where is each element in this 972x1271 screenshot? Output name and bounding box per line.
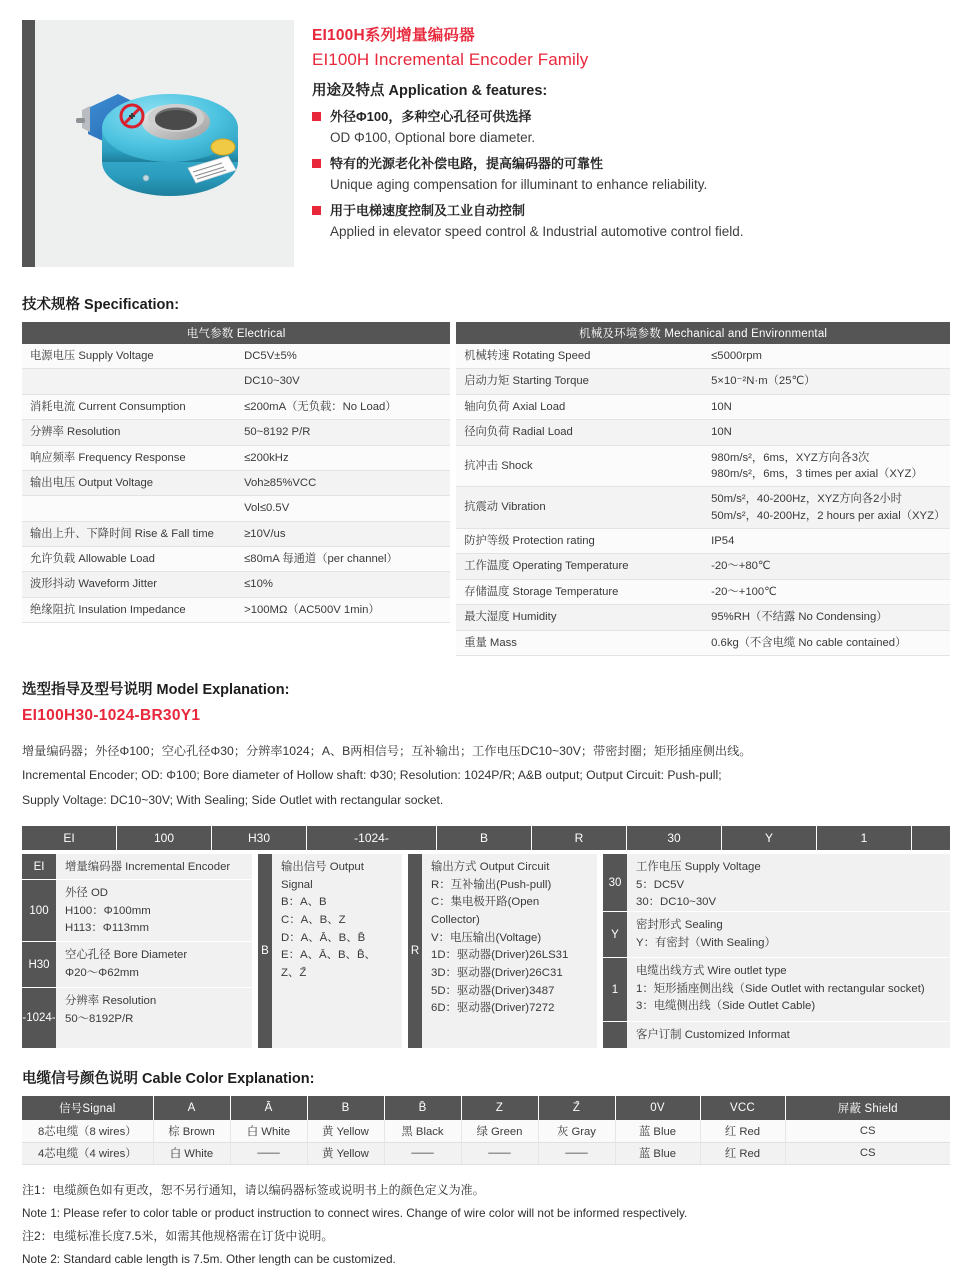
model-desc-en-1: Incremental Encoder; OD: Φ100; Bore diameter of Hollow shaft: Φ30; Resolution: 1024P/R; A&B output; Output Circuit: Push-pull; <box>22 768 722 783</box>
hollow-shaft-rotary-encoder-photo <box>60 64 270 224</box>
table-row <box>22 572 450 597</box>
spec-label: 波形抖动 Waveform Jitter <box>22 572 236 597</box>
cable-color-cell: —— <box>230 1142 307 1164</box>
datasheet-page <box>0 20 972 1267</box>
code-segment: EI <box>22 826 117 850</box>
feature-cn-line: 用于电梯速度控制及工业自动控制 <box>312 202 950 221</box>
code-segment: Y <box>722 826 817 850</box>
model-option-line: 50～8192P/R <box>65 1012 134 1025</box>
model-group <box>603 854 950 1049</box>
model-option-line: H100：Φ100mm <box>65 904 151 917</box>
cable-column-header: VCC <box>700 1096 785 1120</box>
model-key-cell: R <box>408 854 422 1049</box>
model-option-title: 客户订制 Customized Informat <box>636 1029 790 1042</box>
model-description <box>22 739 950 812</box>
cable-color-cell: CS <box>785 1120 950 1142</box>
model-desc-en-2: Supply Voltage: DC10~30V; With Sealing; Side Outlet with rectangular socket. <box>22 792 444 807</box>
feature-item <box>312 155 950 195</box>
spec-label <box>22 369 236 394</box>
model-key-cell: H30 <box>22 942 56 988</box>
footer-notes <box>22 1179 950 1271</box>
table-row <box>22 597 450 622</box>
table-row <box>456 579 950 604</box>
spec-value: -20～+80℃ <box>703 554 950 579</box>
table-row <box>22 445 450 470</box>
application-heading: 用途及特点 Application & features: <box>312 82 548 99</box>
table-row <box>22 1142 950 1164</box>
spec-value: Voh≥85%VCC <box>236 470 450 495</box>
spec-label: 电源电压 Supply Voltage <box>22 344 236 369</box>
model-option-line: 3：电缆侧出线（Side Outlet Cable) <box>636 1000 816 1013</box>
spec-value: Vol≤0.5V <box>236 496 450 521</box>
cable-color-heading: 电缆信号颜色说明 Cable Color Explanation: <box>22 1071 315 1088</box>
spec-label: 启动力矩 Starting Torque <box>456 369 703 394</box>
table-row <box>456 605 950 630</box>
table-row <box>22 420 450 445</box>
cable-column-header: A <box>153 1096 230 1120</box>
model-explanation-heading: 选型指导及型号说明 Model Explanation: <box>22 681 290 698</box>
spec-value: -20～+100℃ <box>703 579 950 604</box>
code-segment: H30 <box>212 826 307 850</box>
model-option-group <box>56 942 252 988</box>
table-row <box>456 369 950 394</box>
model-key-cell: Y <box>603 912 627 958</box>
feature-cn-line: 外径Φ100，多种空心孔径可供选择 <box>312 108 950 127</box>
electrical-spec-table <box>22 322 450 623</box>
code-segment: B <box>437 826 532 850</box>
cable-color-cell: 红 Red <box>700 1142 785 1164</box>
spec-label: 抗震动 Vibration <box>456 487 703 529</box>
model-option-title: 空心孔径 Bore Diameter <box>65 949 188 962</box>
model-option-group <box>627 912 950 958</box>
spec-label: 径向负荷 Radial Load <box>456 420 703 445</box>
table-row <box>456 529 950 554</box>
spec-label: 最大湿度 Humidity <box>456 605 703 630</box>
note-line: Note 2: Standard cable length is 7.5m. Other length can be customized. <box>22 1252 396 1267</box>
model-option-title: 工作电压 Supply Voltage <box>636 861 761 874</box>
model-key-cell: -1024- <box>22 988 56 1049</box>
cable-color-cell: —— <box>461 1142 538 1164</box>
product-title-en: EI100H Incremental Encoder Family <box>312 50 589 70</box>
spec-value: 980m/s²，6ms，XYZ方向各3次 980m/s²，6ms，3 times per axial（XYZ） <box>703 445 950 487</box>
cable-color-table <box>22 1096 950 1165</box>
table-row <box>456 487 950 529</box>
table-row <box>456 394 950 419</box>
hero-text-panel <box>294 20 950 267</box>
model-option-group <box>272 854 402 1049</box>
spec-value: IP54 <box>703 529 950 554</box>
mechanical-header: 机械及环境参数 Mechanical and Environmental <box>456 322 950 344</box>
model-code-example: EI100H30-1024-BR30Y1 <box>22 706 201 724</box>
model-option-group <box>56 880 252 942</box>
cable-color-cell: 蓝 Blue <box>615 1120 700 1142</box>
square-bullet-icon <box>312 206 321 215</box>
spec-label: 输出电压 Output Voltage <box>22 470 236 495</box>
model-option-group <box>627 1022 950 1049</box>
model-body-column <box>422 854 597 1049</box>
spec-label: 存储温度 Storage Temperature <box>456 579 703 604</box>
spec-value: ≤200kHz <box>236 445 450 470</box>
model-option-title: 输出方式 Output Circuit <box>431 861 550 874</box>
code-segment: R <box>532 826 627 850</box>
code-segment: 100 <box>117 826 212 850</box>
mechanical-spec-table <box>456 322 950 656</box>
feature-cn-line: 特有的光源老化补偿电路，提高编码器的可靠性 <box>312 155 950 174</box>
product-image-panel <box>22 20 294 267</box>
feature-en-line: Unique aging compensation for illuminant to enhance reliability. <box>330 176 708 192</box>
model-option-line: 6D：驱动器(Driver)7272 <box>431 1002 555 1015</box>
spec-value: 95%RH（不结露 No Condensing） <box>703 605 950 630</box>
spec-value: ≤10% <box>236 572 450 597</box>
code-segment: 1 <box>817 826 912 850</box>
cable-color-cell: 蓝 Blue <box>615 1142 700 1164</box>
spec-value: >100MΩ（AC500V 1min） <box>236 597 450 622</box>
model-option-title: 电缆出线方式 Wire outlet type <box>636 965 787 978</box>
model-option-line: E：A、Ā、B、B̄、Z、Z̄ <box>281 949 376 980</box>
model-key-cell <box>603 1022 627 1049</box>
cable-color-cell: 黄 Yellow <box>307 1142 384 1164</box>
model-key-cell: 100 <box>22 880 56 942</box>
cable-color-cell: 红 Red <box>700 1120 785 1142</box>
feature-en-line: OD Φ100, Optional bore diameter. <box>330 129 536 145</box>
model-option-group <box>627 958 950 1022</box>
model-option-title: 密封形式 Sealing <box>636 919 723 932</box>
model-key-column <box>603 854 627 1049</box>
spec-label: 允许负载 Allowable Load <box>22 547 236 572</box>
model-option-line: C：A、B、Z <box>281 914 346 927</box>
spec-label: 抗冲击 Shock <box>456 445 703 487</box>
spec-label: 重量 Mass <box>456 630 703 655</box>
model-group <box>258 854 402 1049</box>
cable-color-cell: 黑 Black <box>384 1120 461 1142</box>
table-row <box>456 420 950 445</box>
cable-color-cell: 棕 Brown <box>153 1120 230 1142</box>
table-row <box>22 344 450 369</box>
model-key-cell: 30 <box>603 854 627 912</box>
cable-column-header: Z̄ <box>538 1096 615 1120</box>
model-option-title: 输出信号 Output Signal <box>281 861 364 891</box>
table-row <box>22 369 450 394</box>
model-option-line: 5D：驱动器(Driver)3487 <box>431 984 555 997</box>
cable-color-cell: 白 White <box>230 1120 307 1142</box>
cable-column-header: 0V <box>615 1096 700 1120</box>
model-option-line: Y：有密封（With Sealing） <box>636 936 776 949</box>
cable-column-header: 屏蔽 Shield <box>785 1096 950 1120</box>
model-key-column <box>408 854 422 1049</box>
model-option-group <box>627 854 950 912</box>
cable-row-label: 8芯电缆（8 wires） <box>22 1120 153 1142</box>
square-bullet-icon <box>312 159 321 168</box>
spec-label: 分辨率 Resolution <box>22 420 236 445</box>
model-option-line: 1D：驱动器(Driver)26LS31 <box>431 949 569 962</box>
model-option-group <box>56 988 252 1049</box>
cable-color-cell: —— <box>384 1142 461 1164</box>
spec-label: 防护等级 Protection rating <box>456 529 703 554</box>
model-option-line: D：A、Ā、B、B̄ <box>281 931 366 944</box>
model-option-line: V：电压输出(Voltage) <box>431 931 542 944</box>
table-row <box>22 521 450 546</box>
model-option-line: 5：DC5V <box>636 878 685 891</box>
spec-label: 消耗电流 Current Consumption <box>22 394 236 419</box>
table-row <box>456 630 950 655</box>
spec-value: ≥10V/us <box>236 521 450 546</box>
spec-label: 轴向负荷 Axial Load <box>456 394 703 419</box>
spec-value: ≤5000rpm <box>703 344 950 369</box>
cable-column-header: B <box>307 1096 384 1120</box>
cable-column-header: Ā <box>230 1096 307 1120</box>
spec-label: 响应频率 Frequency Response <box>22 445 236 470</box>
model-key-cell: 1 <box>603 958 627 1022</box>
model-breakdown-table <box>22 854 950 1049</box>
model-body-column <box>272 854 402 1049</box>
feature-item <box>312 108 950 148</box>
spec-value: DC10~30V <box>236 369 450 394</box>
spec-value: ≤80mA 每通道（per channel） <box>236 547 450 572</box>
model-option-title: 增量编码器 Incremental Encoder <box>65 861 231 874</box>
model-group <box>408 854 597 1049</box>
spec-label: 工作温度 Operating Temperature <box>456 554 703 579</box>
spec-value: 5×10⁻²N·m（25℃） <box>703 369 950 394</box>
model-body-column <box>627 854 950 1049</box>
cable-row-label: 4芯电缆（4 wires） <box>22 1142 153 1164</box>
model-option-line: H113：Φ113mm <box>65 922 149 935</box>
table-row <box>456 445 950 487</box>
feature-en-line: Applied in elevator speed control & Industrial automotive control field. <box>330 223 744 239</box>
cable-color-cell: 黄 Yellow <box>307 1120 384 1142</box>
table-row <box>22 547 450 572</box>
table-row <box>22 1120 950 1142</box>
note-line: Note 1: Please refer to color table or product instruction to connect wires. Change of wire color will not be informed respectively. <box>22 1205 688 1220</box>
table-row <box>456 344 950 369</box>
model-key-cell: B <box>258 854 272 1049</box>
spec-value: DC5V±5% <box>236 344 450 369</box>
note-line: 注2：电缆标准长度7.5米，如需其他规格需在订货中说明。 <box>22 1228 334 1243</box>
model-option-line: 1：矩形插座侧出线（Side Outlet with rectangular socket) <box>636 982 925 995</box>
square-bullet-icon <box>312 112 321 121</box>
code-segment: -1024- <box>307 826 437 850</box>
table-row <box>22 496 450 521</box>
cable-column-header: B̄ <box>384 1096 461 1120</box>
spec-label: 绝缘阻抗 Insulation Impedance <box>22 597 236 622</box>
model-option-line: Φ20～Φ62mm <box>65 966 139 979</box>
spec-value: 10N <box>703 420 950 445</box>
cable-color-cell: 白 White <box>153 1142 230 1164</box>
cable-color-cell: CS <box>785 1142 950 1164</box>
table-row <box>22 394 450 419</box>
spec-label: 输出上升、下降时间 Rise & Fall time <box>22 521 236 546</box>
spec-label <box>22 496 236 521</box>
cable-column-header: Z <box>461 1096 538 1120</box>
spec-value: 0.6kg（不含电缆 No cable contained） <box>703 630 950 655</box>
spec-value: 50m/s²，40-200Hz，XYZ方向各2小时 50m/s²，40-200Hz，2 hours per axial（XYZ） <box>703 487 950 529</box>
model-code-strip <box>22 826 950 850</box>
electrical-header: 电气参数 Electrical <box>22 322 450 344</box>
cable-color-cell: 绿 Green <box>461 1120 538 1142</box>
model-option-group <box>422 854 597 1049</box>
model-option-line: B：A、B <box>281 896 327 909</box>
model-option-title: 外径 OD <box>65 887 109 900</box>
model-key-cell: EI <box>22 854 56 880</box>
model-key-column <box>258 854 272 1049</box>
cable-color-cell: 灰 Gray <box>538 1120 615 1142</box>
specification-tables <box>22 322 950 656</box>
code-segment <box>912 826 950 850</box>
model-body-column <box>56 854 252 1049</box>
spec-value: ≤200mA（无负载：No Load） <box>236 394 450 419</box>
table-row <box>456 554 950 579</box>
table-row <box>22 470 450 495</box>
cable-color-cell: —— <box>538 1142 615 1164</box>
cable-color-table-wrap <box>22 1096 950 1165</box>
model-option-group <box>56 854 252 880</box>
cable-column-header: 信号Signal <box>22 1096 153 1120</box>
code-segment: 30 <box>627 826 722 850</box>
spec-value: 50~8192 P/R <box>236 420 450 445</box>
note-line: 注1：电缆颜色如有更改，恕不另行通知，请以编码器标签或说明书上的颜色定义为准。 <box>22 1182 485 1197</box>
model-option-line: R：互补输出(Push-pull) <box>431 878 552 891</box>
model-key-column <box>22 854 56 1049</box>
specification-heading: 技术规格 Specification: <box>22 297 180 313</box>
model-option-title: 分辨率 Resolution <box>65 995 157 1008</box>
model-group <box>22 854 252 1049</box>
hero-section <box>22 20 950 267</box>
model-option-line: C：集电极开路(Open Collector) <box>431 896 540 927</box>
spec-label: 机械转速 Rotating Speed <box>456 344 703 369</box>
feature-item <box>312 202 950 242</box>
spec-value: 10N <box>703 394 950 419</box>
product-title-cn: EI100H系列增量编码器 <box>312 27 475 44</box>
model-desc-cn: 增量编码器；外径Φ100；空心孔径Φ30；分辨率1024；A、B两相信号；互补输出；工作电压DC10~30V；带密封圈；矩形插座侧出线。 <box>22 743 752 758</box>
model-option-line: 30：DC10~30V <box>636 896 717 909</box>
model-option-line: 3D：驱动器(Driver)26C31 <box>431 967 563 980</box>
